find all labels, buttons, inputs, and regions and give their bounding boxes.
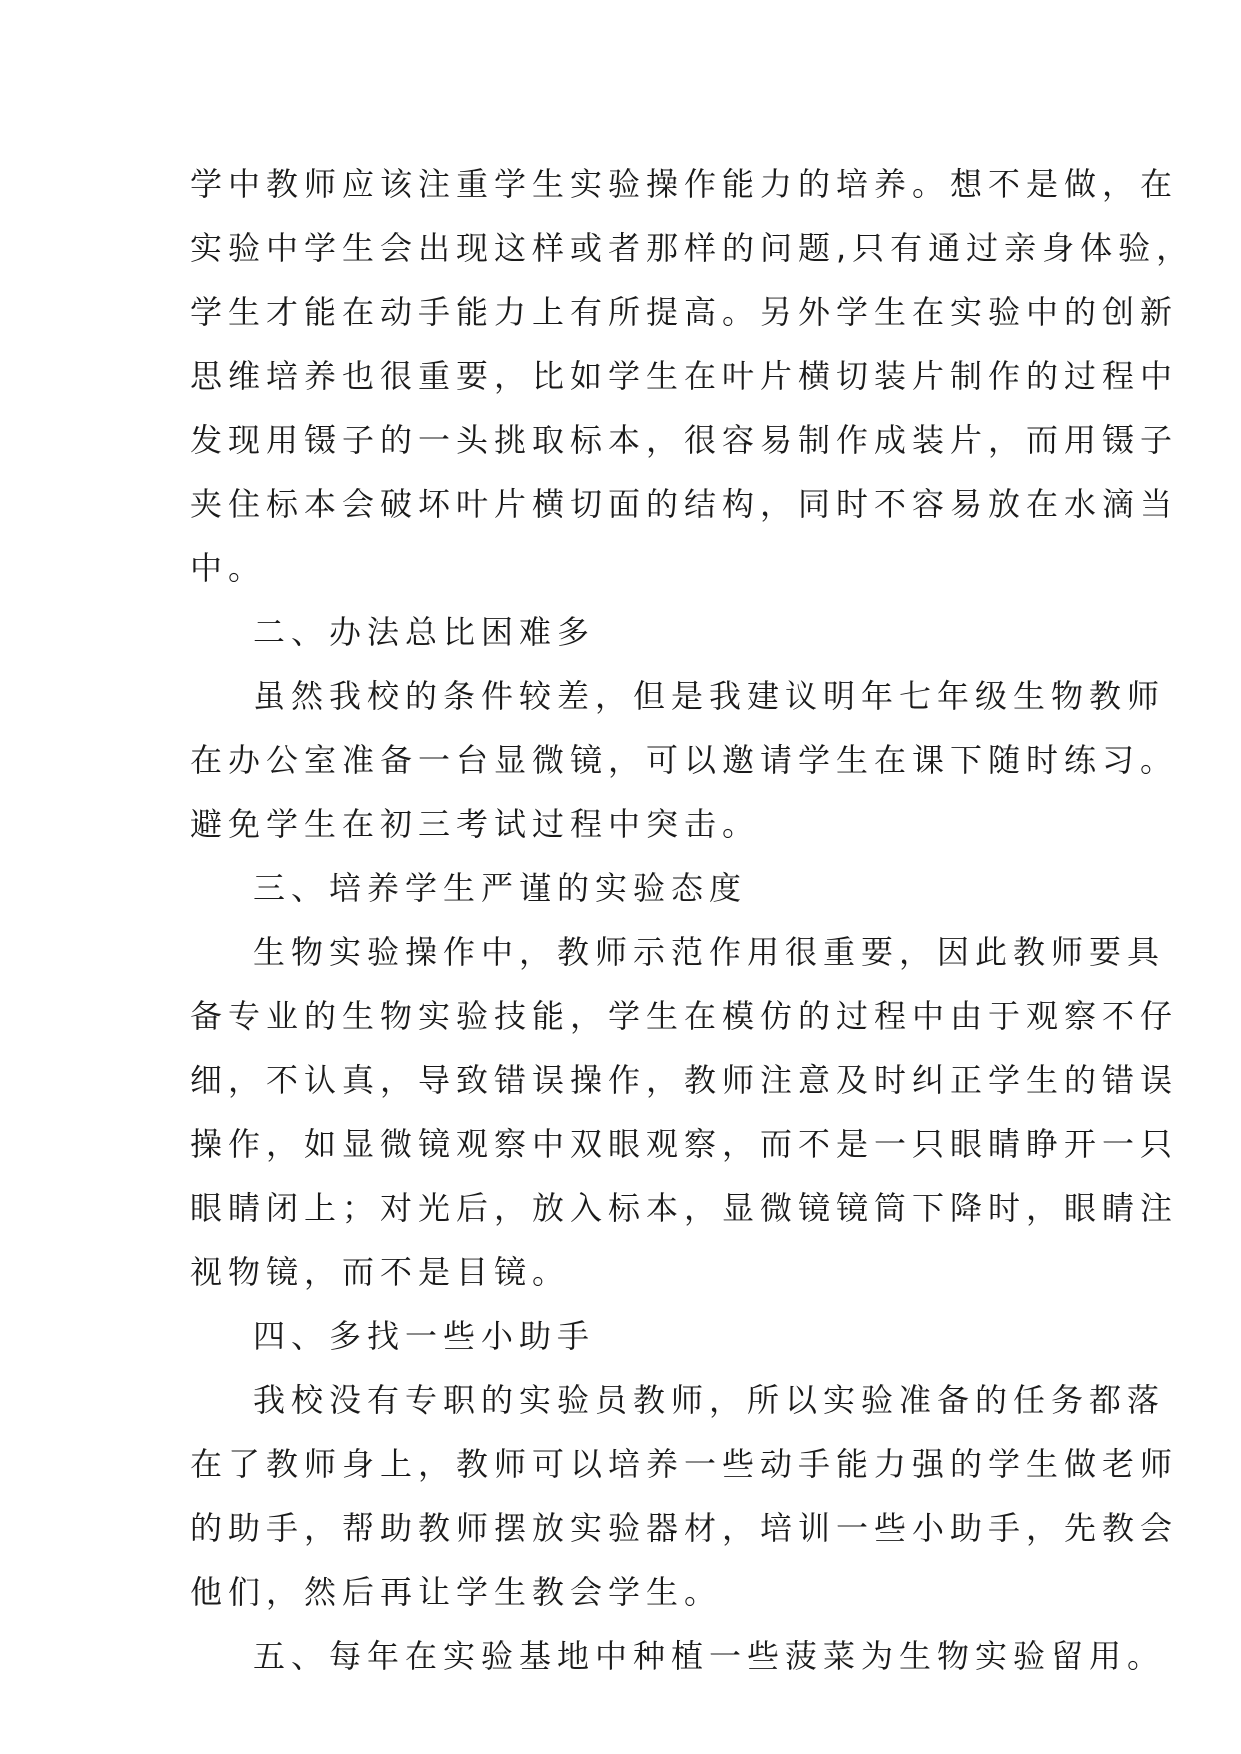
paragraph-line: 思维培养也很重要，比如学生在叶片横切装片制作的过程中 bbox=[190, 357, 1179, 395]
section-heading: 四、多找一些小助手 bbox=[253, 1317, 596, 1355]
paragraph-line: 在办公室准备一台显微镜，可以邀请学生在课下随时练习。 bbox=[190, 741, 1179, 779]
paragraph-line: 学中教师应该注重学生实验操作能力的培养。想不是做，在 bbox=[190, 165, 1179, 203]
paragraph-line: 眼睛闭上；对光后，放入标本，显微镜镜筒下降时，眼睛注 bbox=[190, 1189, 1179, 1227]
paragraph-line: 夹住标本会破坏叶片横切面的结构，同时不容易放在水滴当 bbox=[190, 485, 1179, 523]
section-heading: 五、每年在实验基地中种植一些菠菜为生物实验留用。 bbox=[253, 1637, 1166, 1675]
paragraph-line: 避免学生在初三考试过程中突击。 bbox=[190, 805, 761, 843]
paragraph-line: 他们，然后再让学生教会学生。 bbox=[190, 1573, 723, 1611]
paragraph-line: 实验中学生会出现这样或者那样的问题,只有通过亲身体验， bbox=[190, 229, 1195, 267]
section-heading: 三、培养学生严谨的实验态度 bbox=[253, 869, 748, 907]
paragraph-line: 中。 bbox=[190, 549, 267, 587]
paragraph-line: 细，不认真，导致错误操作，教师注意及时纠正学生的错误 bbox=[190, 1061, 1179, 1099]
paragraph-line: 操作，如显微镜观察中双眼观察，而不是一只眼睛睁开一只 bbox=[190, 1125, 1179, 1163]
paragraph-line: 虽然我校的条件较差，但是我建议明年七年级生物教师 bbox=[253, 677, 1166, 715]
paragraph-line: 备专业的生物实验技能，学生在模仿的过程中由于观察不仔 bbox=[190, 997, 1179, 1035]
paragraph-line: 发现用镊子的一头挑取标本，很容易制作成装片，而用镊子 bbox=[190, 421, 1179, 459]
paragraph-line: 我校没有专职的实验员教师，所以实验准备的任务都落 bbox=[253, 1381, 1166, 1419]
paragraph-line: 在了教师身上，教师可以培养一些动手能力强的学生做老师 bbox=[190, 1445, 1179, 1483]
paragraph-line: 的助手，帮助教师摆放实验器材，培训一些小助手，先教会 bbox=[190, 1509, 1179, 1547]
paragraph-line: 视物镜，而不是目镜。 bbox=[190, 1253, 571, 1291]
paragraph-line: 学生才能在动手能力上有所提高。另外学生在实验中的创新 bbox=[190, 293, 1179, 331]
section-heading: 二、办法总比困难多 bbox=[253, 613, 596, 651]
paragraph-line: 生物实验操作中，教师示范作用很重要，因此教师要具 bbox=[253, 933, 1166, 971]
